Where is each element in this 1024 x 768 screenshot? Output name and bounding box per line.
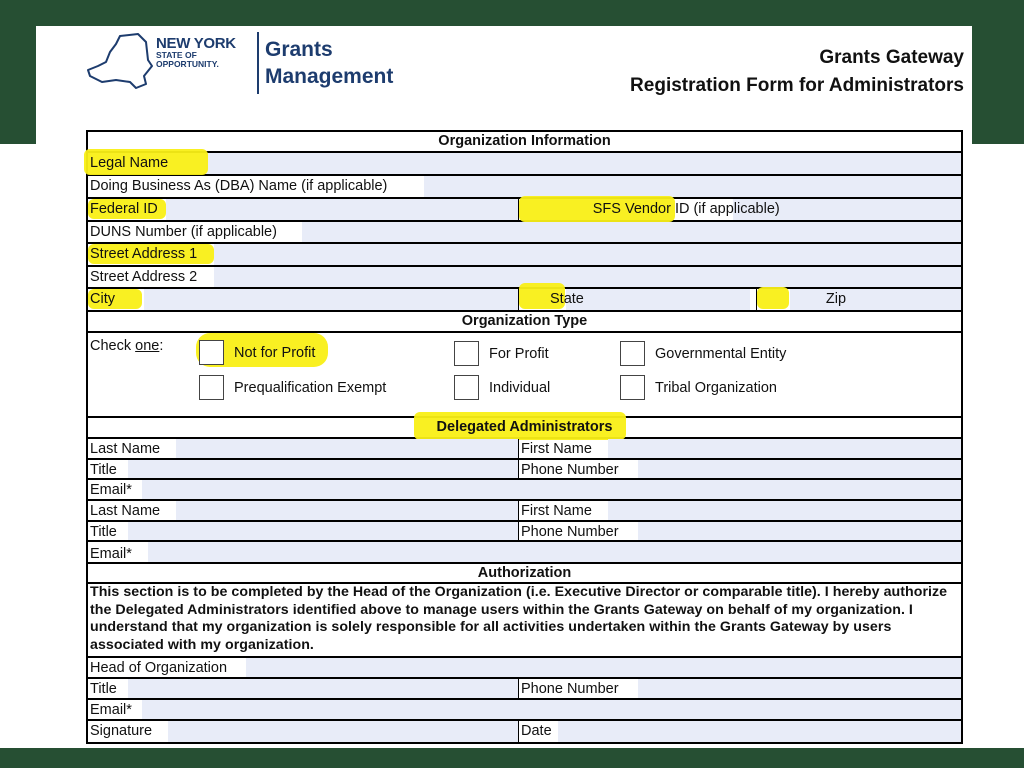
row-head-title	[88, 679, 961, 700]
for-profit-label: For Profit	[489, 346, 549, 362]
row-admin2-title	[88, 522, 961, 542]
date-label: Date	[521, 723, 552, 739]
row-admin1-name	[88, 439, 961, 460]
row-admin1-email	[88, 480, 961, 501]
tribal-organization-checkbox[interactable]	[620, 375, 645, 400]
row-federal-id	[88, 199, 961, 222]
logo-line2: STATE OF	[156, 50, 197, 60]
authorization-text: This section is to be completed by the Head of the Organization (i.e. Executive Director or comparable title). I hereby authorize the Delegated Administrators identified above to manage users within the Grants Gateway on behalf of my organization. I understand that my organization is solely responsible for all activities undertaken within the Grants Gateway by users associated with my organization.	[90, 584, 948, 653]
row-legal-name	[88, 153, 961, 176]
admin2-email-field[interactable]	[148, 542, 961, 562]
admin1-first-name-field[interactable]	[608, 439, 961, 458]
zip-label: Zip	[825, 291, 847, 307]
signature-label: Signature	[90, 723, 153, 739]
not-for-profit-checkbox[interactable]	[199, 340, 224, 365]
ny-logo-text	[156, 35, 246, 69]
section-heading: Organization Type	[461, 313, 588, 329]
head-email-label: Email*	[90, 702, 132, 718]
head-email-field[interactable]	[142, 700, 961, 719]
head-title-label: Title	[90, 681, 117, 697]
logo-grants: Grants	[265, 38, 333, 61]
street-address-2-field[interactable]	[214, 267, 961, 287]
admin1-phone-label: Phone Number	[521, 462, 619, 478]
logo-divider	[257, 32, 259, 94]
admin2-last-name-field[interactable]	[176, 501, 518, 520]
zip-field[interactable]	[790, 289, 961, 310]
logo-line3: OPPORTUNITY.	[156, 59, 219, 69]
federal-id-label: Federal ID	[90, 201, 158, 217]
legal-name-label: Legal Name	[90, 155, 169, 171]
row-head-email	[88, 700, 961, 721]
for-profit-checkbox[interactable]	[454, 341, 479, 366]
city-label: City	[90, 291, 115, 307]
governmental-entity-label: Governmental Entity	[655, 346, 787, 362]
individual-label: Individual	[489, 380, 551, 396]
dba-label: Doing Business As (DBA) Name (if applicable)	[90, 178, 388, 194]
logo-line1: NEW YORK	[156, 35, 236, 52]
grants-management-logo	[265, 36, 393, 90]
not-for-profit-label: Not for Profit	[234, 345, 316, 361]
head-phone-label: Phone Number	[521, 681, 619, 697]
registration-form	[86, 130, 963, 744]
row-signature-date	[88, 721, 961, 742]
state-label: State	[550, 291, 584, 307]
duns-label: DUNS Number (if applicable)	[90, 224, 277, 240]
new-york-state-map-icon	[86, 32, 154, 92]
admin2-first-name-field[interactable]	[608, 501, 961, 520]
signature-field[interactable]	[168, 721, 518, 742]
section-authorization	[88, 564, 961, 584]
row-city-state-zip	[88, 289, 961, 312]
city-field[interactable]	[144, 289, 518, 310]
row-admin2-email	[88, 542, 961, 564]
admin1-email-field[interactable]	[142, 480, 961, 499]
admin1-title-field[interactable]	[128, 460, 518, 478]
row-duns	[88, 222, 961, 244]
admin1-last-name-field[interactable]	[176, 439, 518, 458]
row-street-1	[88, 244, 961, 267]
admin2-title-field[interactable]	[128, 522, 518, 540]
admin2-email-label: Email*	[90, 546, 132, 562]
organization-type-options	[88, 333, 961, 418]
prequalification-exempt-checkbox[interactable]	[199, 375, 224, 400]
row-admin2-name	[88, 501, 961, 522]
section-organization-information	[88, 132, 961, 153]
check-one-label: Check one:	[90, 338, 164, 354]
head-of-organization-field[interactable]	[246, 658, 961, 677]
admin1-phone-field[interactable]	[638, 460, 961, 478]
legal-name-field[interactable]	[206, 153, 961, 174]
duns-field[interactable]	[302, 222, 961, 242]
section-heading: Authorization	[477, 565, 572, 581]
section-delegated-administrators	[88, 418, 961, 439]
date-field[interactable]	[558, 721, 961, 742]
dba-field[interactable]	[424, 176, 961, 197]
tribal-organization-label: Tribal Organization	[655, 380, 777, 396]
governmental-entity-checkbox[interactable]	[620, 341, 645, 366]
admin2-phone-field[interactable]	[638, 522, 961, 540]
section-organization-type	[88, 312, 961, 333]
admin1-email-label: Email*	[90, 482, 132, 498]
individual-checkbox[interactable]	[454, 375, 479, 400]
prequalification-exempt-label: Prequalification Exempt	[234, 380, 387, 396]
admin1-first-name-label: First Name	[521, 441, 592, 457]
row-admin1-title	[88, 460, 961, 480]
highlight-mark	[757, 287, 789, 309]
document-page	[36, 26, 972, 739]
logo-management: Management	[265, 65, 394, 88]
row-head-of-organization	[88, 658, 961, 679]
state-field[interactable]	[566, 289, 750, 310]
admin2-title-label: Title	[90, 524, 117, 540]
sfs-vendor-id-label: SFS Vendor ID (if applicable)	[592, 201, 780, 217]
head-phone-field[interactable]	[638, 679, 961, 698]
street-address-2-label: Street Address 2	[90, 269, 198, 285]
section-heading: Organization Information	[438, 133, 611, 149]
section-heading: Delegated Administrators	[436, 419, 613, 435]
admin1-last-name-label: Last Name	[90, 441, 161, 457]
admin2-first-name-label: First Name	[521, 503, 592, 519]
admin2-last-name-label: Last Name	[90, 503, 161, 519]
document-title	[630, 44, 964, 100]
title-line2: Registration Form for Administrators	[630, 75, 964, 96]
head-of-organization-label: Head of Organization	[90, 660, 228, 676]
street-address-1-label: Street Address 1	[90, 246, 198, 262]
bottom-band	[0, 748, 1024, 768]
federal-id-field[interactable]	[166, 199, 518, 220]
title-line1: Grants Gateway	[819, 47, 964, 68]
admin2-phone-label: Phone Number	[521, 524, 619, 540]
authorization-statement	[88, 584, 961, 658]
street-address-1-field[interactable]	[214, 244, 961, 265]
admin1-title-label: Title	[90, 462, 117, 478]
head-title-field[interactable]	[128, 679, 518, 698]
